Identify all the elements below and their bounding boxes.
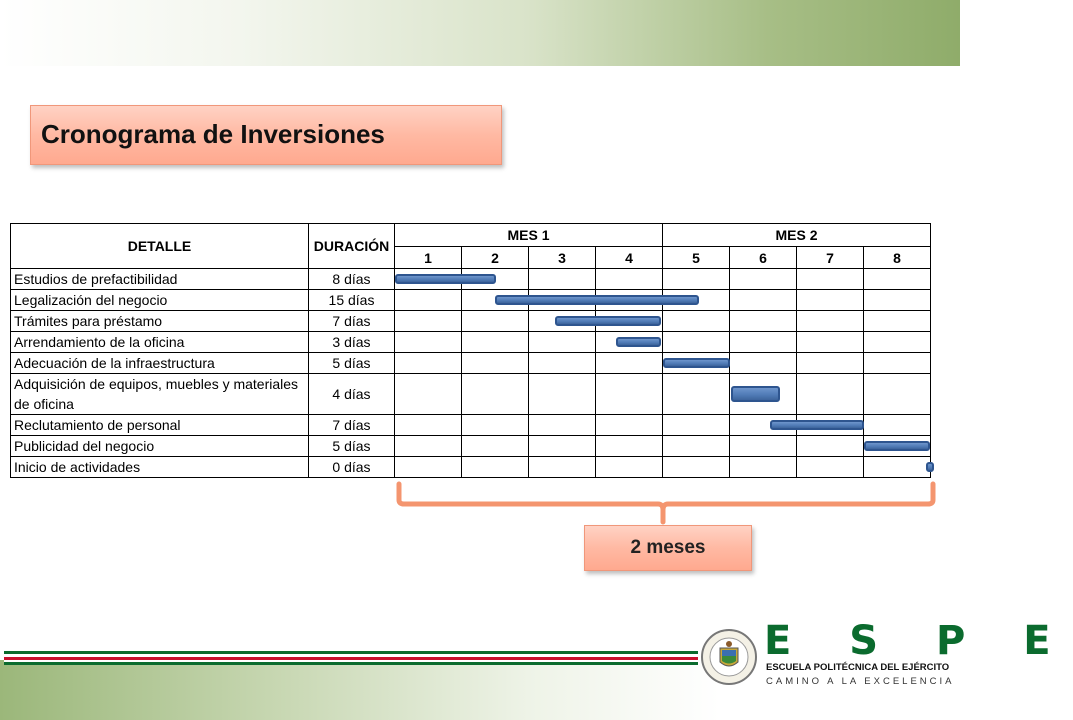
week-cell	[529, 415, 596, 436]
week-cell	[864, 311, 931, 332]
duration-summary-box	[584, 525, 752, 571]
header-week: 6	[730, 247, 797, 269]
week-cell	[395, 332, 462, 353]
week-cell	[663, 269, 730, 290]
week-cell	[730, 269, 797, 290]
activity-duration: 0 días	[309, 457, 395, 478]
week-cell	[663, 374, 730, 415]
table-row	[11, 311, 931, 332]
header-detail: DETALLE	[11, 224, 309, 269]
activity-detail: Adecuación de la infraestructura	[11, 353, 309, 374]
week-cell	[797, 436, 864, 457]
table-row	[11, 353, 931, 374]
week-cell	[663, 415, 730, 436]
week-cell	[663, 311, 730, 332]
week-cell	[730, 290, 797, 311]
week-cell	[596, 353, 663, 374]
week-cell	[596, 457, 663, 478]
week-cell	[596, 269, 663, 290]
week-cell	[462, 436, 529, 457]
header-week: 3	[529, 247, 596, 269]
gantt-table	[10, 223, 931, 478]
week-cell	[529, 269, 596, 290]
week-cell	[864, 353, 931, 374]
week-cell	[797, 353, 864, 374]
week-cell	[529, 332, 596, 353]
week-cell	[797, 374, 864, 415]
header-week: 2	[462, 247, 529, 269]
week-cell	[864, 457, 931, 478]
stripe-green	[4, 651, 698, 654]
activity-detail: Arrendamiento de la oficina	[11, 332, 309, 353]
gantt-bar	[770, 420, 864, 430]
title-box	[30, 105, 502, 165]
week-cell	[663, 332, 730, 353]
week-cell	[596, 415, 663, 436]
week-cell	[797, 290, 864, 311]
week-cell	[797, 332, 864, 353]
header-duration: DURACIÓN	[309, 224, 395, 269]
week-cell	[596, 374, 663, 415]
activity-duration: 8 días	[309, 269, 395, 290]
week-cell	[797, 311, 864, 332]
table-row	[11, 332, 931, 353]
week-cell	[462, 332, 529, 353]
gantt-bar	[495, 295, 699, 305]
week-cell	[797, 269, 864, 290]
week-cell	[596, 436, 663, 457]
activity-duration: 5 días	[309, 436, 395, 457]
week-cell	[663, 436, 730, 457]
gantt-bar	[616, 337, 661, 347]
week-cell	[395, 311, 462, 332]
week-cell	[462, 415, 529, 436]
espe-logo	[764, 618, 1073, 690]
activity-detail: Legalización del negocio	[11, 290, 309, 311]
espe-logo-line1: ESCUELA POLITÉCNICA DEL EJÉRCITO	[766, 662, 950, 673]
duration-summary-label: 2 meses	[630, 537, 706, 558]
activity-duration: 7 días	[309, 415, 395, 436]
activity-detail: Reclutamiento de personal	[11, 415, 309, 436]
header-week: 1	[395, 247, 462, 269]
activity-detail: Inicio de actividades	[11, 457, 309, 478]
week-cell	[395, 415, 462, 436]
header-month-1: MES 1	[395, 224, 663, 247]
activity-detail: Publicidad del negocio	[11, 436, 309, 457]
table-row	[11, 374, 931, 415]
header-week: 5	[663, 247, 730, 269]
week-cell	[730, 457, 797, 478]
brace-bracket	[396, 480, 938, 530]
gantt-bar	[926, 462, 934, 472]
week-cell	[462, 311, 529, 332]
activity-detail: Estudios de prefactibilidad	[11, 269, 309, 290]
week-cell	[395, 353, 462, 374]
week-cell	[462, 457, 529, 478]
week-cell	[663, 457, 730, 478]
week-cell	[395, 457, 462, 478]
week-cell	[462, 374, 529, 415]
activity-detail: Trámites para préstamo	[11, 311, 309, 332]
table-row	[11, 457, 931, 478]
week-cell	[864, 332, 931, 353]
week-cell	[864, 415, 931, 436]
page-title: Cronograma de Inversiones	[41, 119, 385, 149]
header-week: 4	[596, 247, 663, 269]
header-week: 8	[864, 247, 931, 269]
table-row	[11, 290, 931, 311]
week-cell	[864, 290, 931, 311]
activity-duration: 3 días	[309, 332, 395, 353]
week-cell	[864, 374, 931, 415]
top-decorative-band	[0, 0, 960, 66]
week-cell	[730, 353, 797, 374]
gantt-bar	[864, 441, 930, 451]
week-cell	[529, 353, 596, 374]
gantt-bar	[663, 358, 730, 368]
header-week: 7	[797, 247, 864, 269]
espe-logo-letters: E S P E	[764, 618, 1073, 664]
week-cell	[864, 269, 931, 290]
activity-duration: 4 días	[309, 374, 395, 415]
week-cell	[529, 457, 596, 478]
gantt-bar	[731, 386, 780, 402]
week-cell	[797, 457, 864, 478]
stripe-green	[4, 662, 698, 665]
activity-duration: 7 días	[309, 311, 395, 332]
activity-duration: 15 días	[309, 290, 395, 311]
gantt-bar	[555, 316, 661, 326]
week-cell	[395, 374, 462, 415]
gantt-bar	[395, 274, 496, 284]
week-cell	[395, 436, 462, 457]
week-cell	[395, 290, 462, 311]
week-cell	[529, 374, 596, 415]
table-row	[11, 436, 931, 457]
week-cell	[730, 332, 797, 353]
espe-logo-line2: CAMINO A LA EXCELENCIA	[766, 676, 955, 687]
activity-duration: 5 días	[309, 353, 395, 374]
week-cell	[529, 436, 596, 457]
espe-seal-logo	[700, 628, 758, 686]
week-cell	[462, 353, 529, 374]
week-cell	[730, 311, 797, 332]
activity-detail: Adquisición de equipos, muebles y materiales de oficina	[11, 374, 309, 415]
week-cell	[730, 436, 797, 457]
header-month-2: MES 2	[663, 224, 931, 247]
